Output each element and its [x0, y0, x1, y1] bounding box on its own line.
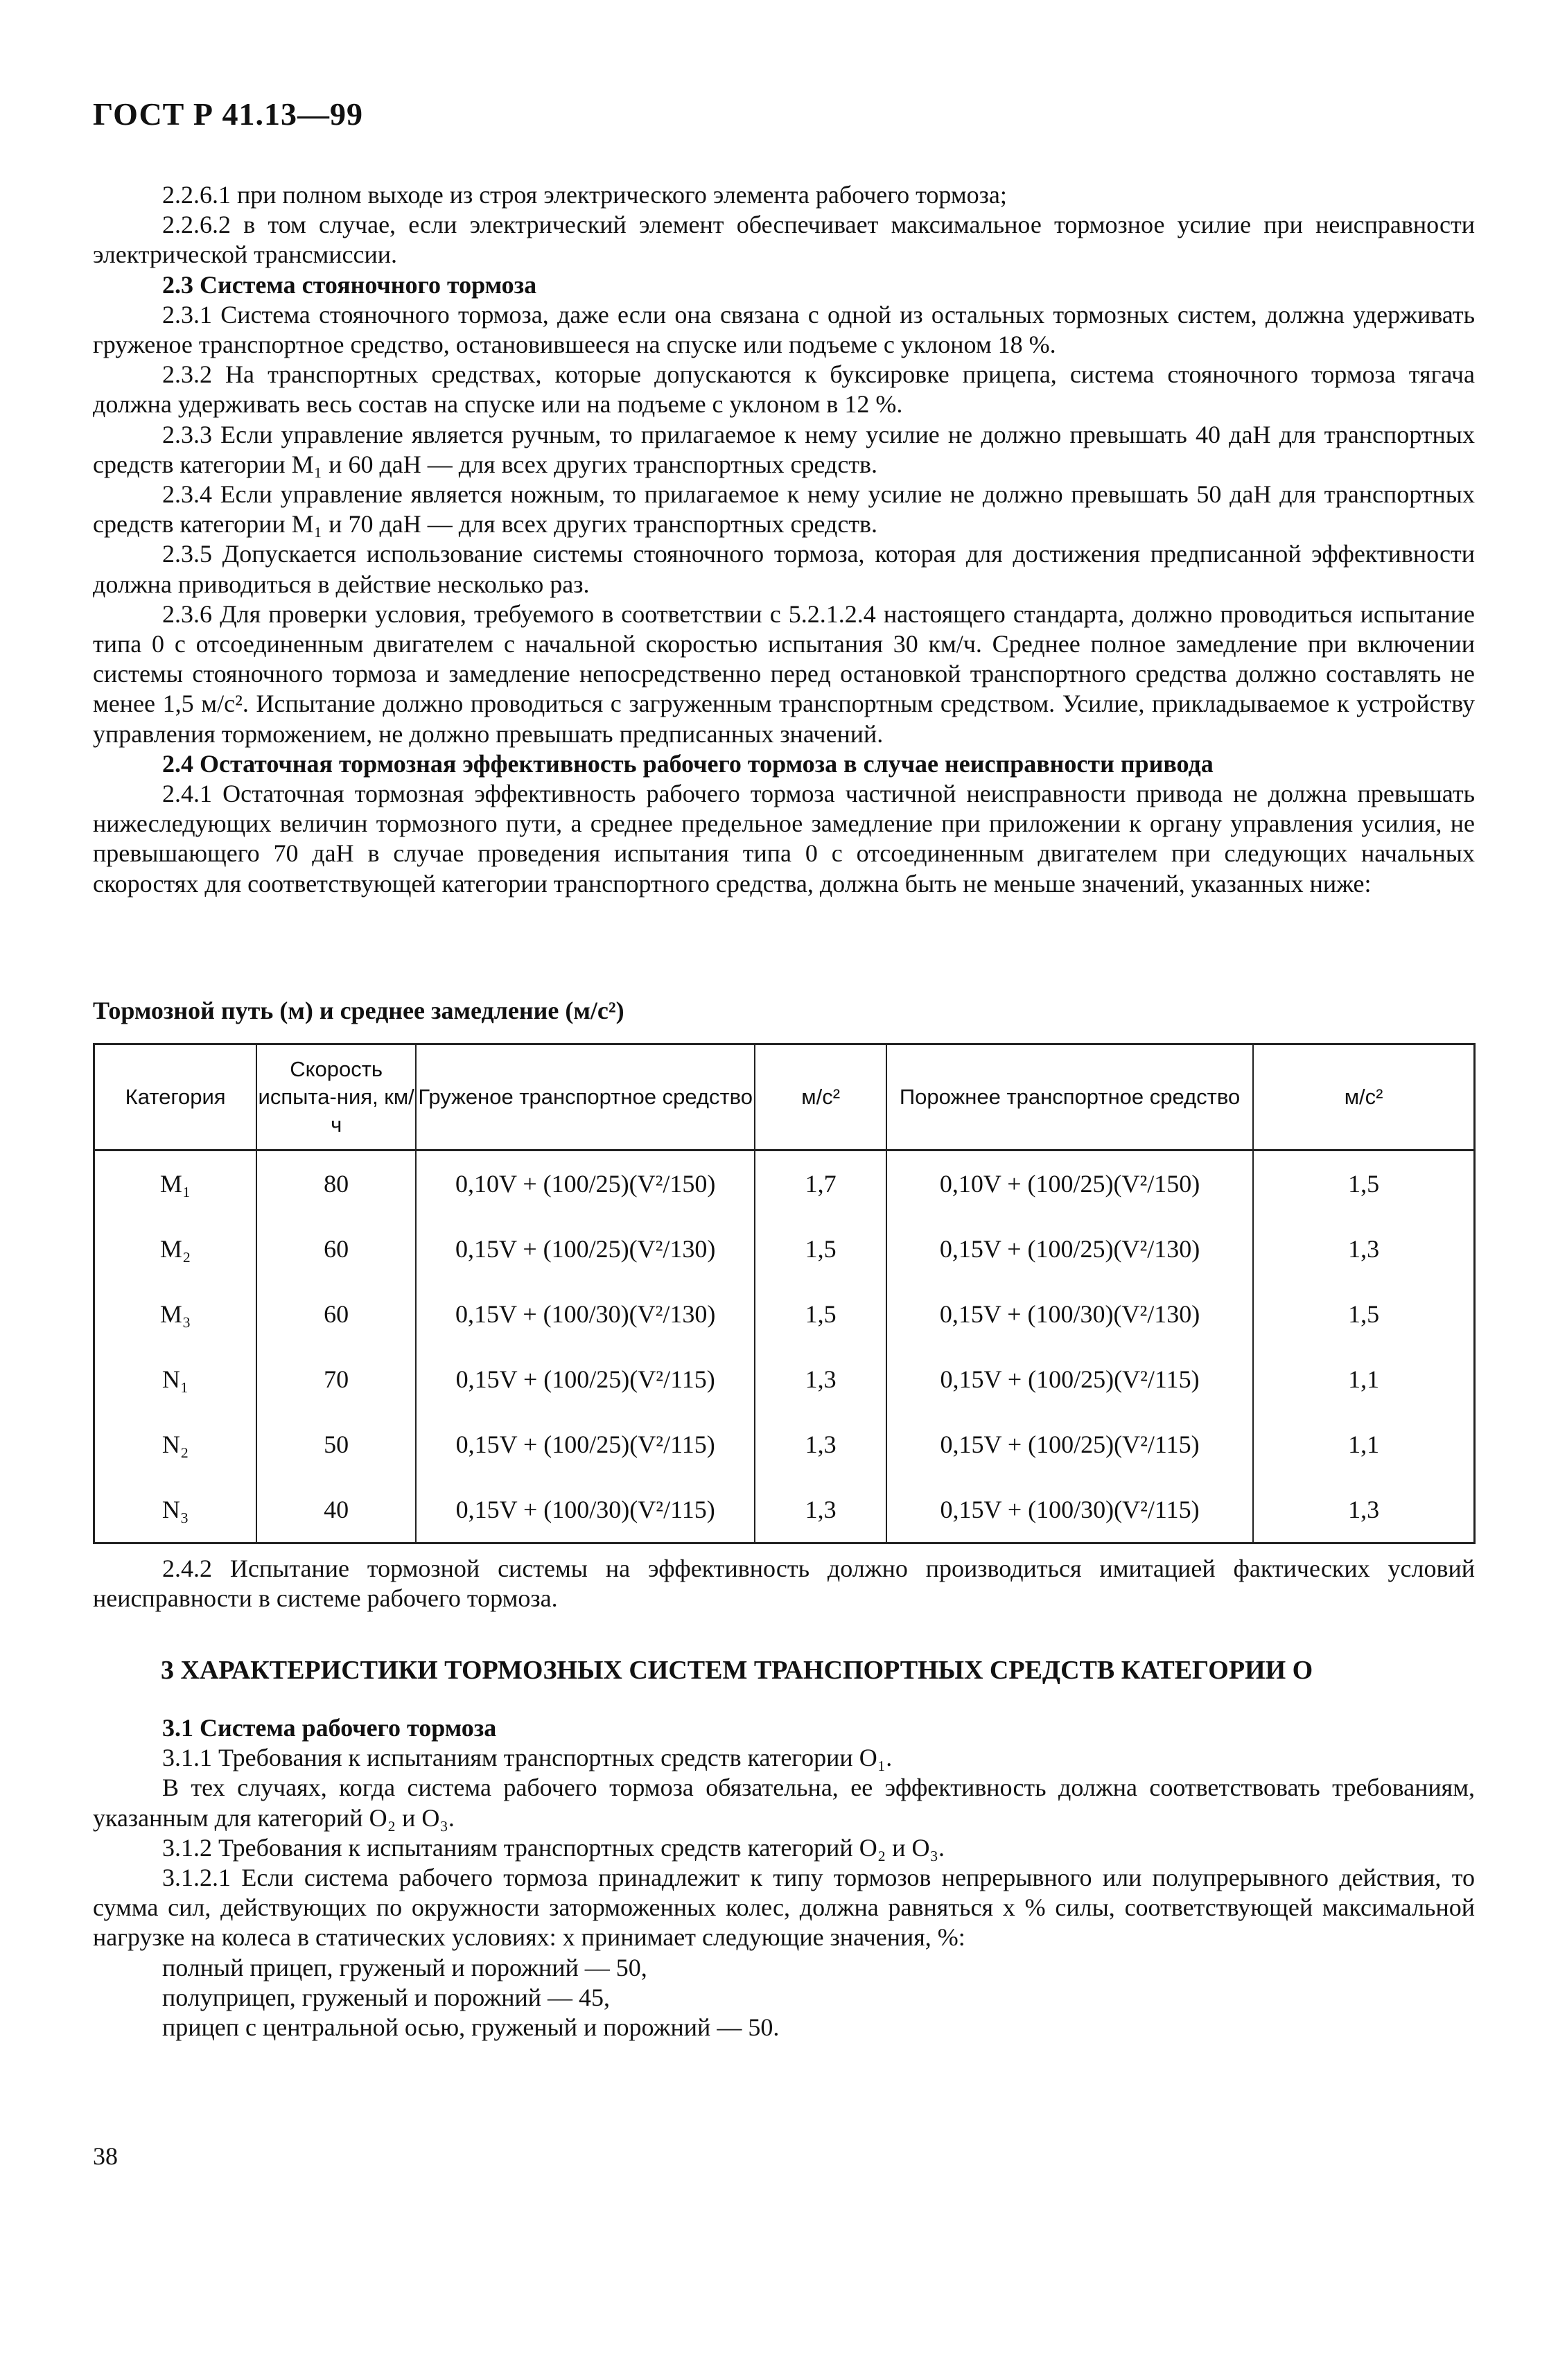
table-cell: 80 — [256, 1150, 416, 1217]
table-cell: M₂ — [94, 1216, 257, 1281]
table-cell: 1,1 — [1253, 1412, 1474, 1477]
paragraph: 3.1.2.1 Если система рабочего тормоза принадлежит к типу тормозов непрерывного или полупрерывного действия, то сумма сил, действующих по окружности заторможенных колес, должна равняться x % силы, соответствующей максимальной нагрузке на колеса в статических условиях: x принимает следующие значения, %: — [93, 1864, 1475, 1952]
header-cell: Груженое транспортное средство — [416, 1044, 755, 1150]
list-item: полуприцеп, груженый и порожний — 45, — [162, 1983, 611, 2011]
table-cell: N₁ — [94, 1347, 257, 1412]
table-cell: 0,15V + (100/25)(V²/115) — [886, 1412, 1253, 1477]
table-cell: 1,3 — [755, 1412, 886, 1477]
header-cell: Категория — [94, 1044, 257, 1150]
body-text-upper — [93, 180, 1475, 899]
table-cell: 0,10V + (100/25)(V²/150) — [416, 1150, 755, 1217]
table-cell: 0,15V + (100/30)(V²/115) — [416, 1477, 755, 1543]
braking-table — [93, 1043, 1476, 1544]
table-cell: 1,3 — [755, 1347, 886, 1412]
table-cell: 0,15V + (100/25)(V²/115) — [416, 1412, 755, 1477]
table-cell: 60 — [256, 1216, 416, 1281]
paragraph: 2.3.2 На транспортных средствах, которые допускаются к буксировке прицепа, система стояночного тормоза тягача должна удерживать весь состав на спуске или на подъеме с уклоном в 12 %. — [93, 360, 1475, 419]
table-cell: 1,3 — [1253, 1477, 1474, 1543]
table-title: Тормозной путь (м) и среднее замедление (м/с²) — [93, 997, 624, 1024]
section-heading: 2.4 Остаточная тормозная эффективность рабочего тормоза в случае неисправности привода — [162, 749, 1214, 778]
page-number: 38 — [93, 2142, 118, 2170]
paragraph: 2.3.4 Если управление является ножным, то прилагаемое к нему усилие не должно превышать 50 даН для транспортных средств категории M₁ и 70 даН — для всех других транспортных средств. — [93, 480, 1475, 539]
table-cell: N₂ — [94, 1412, 257, 1477]
table-row — [94, 1347, 1475, 1412]
section-heading: 3.1 Система рабочего тормоза — [162, 1714, 497, 1742]
paragraph: 2.3.1 Система стояночного тормоза, даже если она связана с одной из остальных тормозных систем, должна удерживать груженое транспортное средство, остановившееся на спуске или подъеме с уклоном 18 %. — [93, 300, 1475, 359]
table-cell: 1,1 — [1253, 1347, 1474, 1412]
table-cell: 1,5 — [1253, 1150, 1474, 1217]
table-cell: 0,15V + (100/25)(V²/130) — [886, 1216, 1253, 1281]
table-cell: 0,15V + (100/25)(V²/115) — [886, 1347, 1253, 1412]
paragraph: 2.4.1 Остаточная тормозная эффективность рабочего тормоза частичной неисправности привода не должна превышать нижеследующих величин тормозного пути, а среднее предельное замедление при приложении к органу управления усилия, не превышающего 70 даН в случае проведения испытания типа 0 с отсоединенным двигателем при следующих начальных скоростях для соответствующей категории транспортного средства, должна быть не меньше значений, указанных ниже: — [93, 780, 1475, 898]
paragraph: 2.3.5 Допускается использование системы стояночного тормоза, которая для достижения предписанной эффективности должна приводиться в действие несколько раз. — [93, 540, 1475, 598]
header-cell: Скорость испыта-ния, км/ч — [256, 1044, 416, 1150]
table-cell: 0,15V + (100/25)(V²/130) — [416, 1216, 755, 1281]
section-3-title: 3 ХАРАКТЕРИСТИКИ ТОРМОЗНЫХ СИСТЕМ ТРАНСПОРТНЫХ СРЕДСТВ КАТЕГОРИИ O — [161, 1656, 1313, 1685]
table-row — [94, 1412, 1475, 1477]
table-cell: 0,15V + (100/30)(V²/130) — [416, 1281, 755, 1347]
table-row — [94, 1281, 1475, 1347]
table-cell: 0,15V + (100/25)(V²/115) — [416, 1347, 755, 1412]
paragraph: 3.1.1 Требования к испытаниям транспортных средств категории O₁. — [162, 1744, 893, 1772]
document-header: ГОСТ Р 41.13—99 — [93, 96, 363, 132]
table-row — [94, 1216, 1475, 1281]
header-cell: м/с² — [755, 1044, 886, 1150]
table-cell: 1,5 — [1253, 1281, 1474, 1347]
table-cell: M₁ — [94, 1150, 257, 1217]
table-cell: 1,5 — [755, 1281, 886, 1347]
header-cell: Порожнее транспортное средство — [886, 1044, 1253, 1150]
paragraph: 2.4.2 Испытание тормозной системы на эффективность должно производиться имитацией фактических условий неисправности в системе рабочего тормоза. — [93, 1555, 1475, 1613]
list-item: прицеп с центральной осью, груженый и порожний — 50. — [162, 2013, 780, 2042]
table-row — [94, 1477, 1475, 1543]
table-cell: N₃ — [94, 1477, 257, 1543]
table-cell: 0,15V + (100/30)(V²/130) — [886, 1281, 1253, 1347]
paragraph: 2.2.6.2 в том случае, если электрический элемент обеспечивает максимальное тормозное усилие при неисправности электрической трансмиссии. — [93, 211, 1475, 269]
table-cell: 70 — [256, 1347, 416, 1412]
table-cell: 1,3 — [1253, 1216, 1474, 1281]
paragraph: 2.3.3 Если управление является ручным, то прилагаемое к нему усилие не должно превышать 40 даН для транспортных средств категории M₁ и 60 даН — для всех других транспортных средств. — [93, 420, 1475, 478]
paragraph: 2.3.6 Для проверки условия, требуемого в соответствии с 5.2.1.2.4 настоящего стандарта, должно проводиться испытание типа 0 с отсоединенным двигателем с начальной скоростью испытания 30 км/ч. Среднее полное замедление при включении системы стояночного тормоза и замедление непосредственно перед остановкой транспортного средства должно составлять не менее 1,5 м/с². Испытание должно проводиться с загруженным транспортным средством. Усилие, прикладываемое к устройству управления торможением, не должно превышать предписанных значений. — [93, 600, 1475, 748]
list-item: полный прицеп, груженый и порожний — 50, — [162, 1953, 647, 1981]
paragraph: 2.2.6.1 при полном выходе из строя электрического элемента рабочего тормоза; — [162, 181, 1007, 209]
paragraph: В тех случаях, когда система рабочего тормоза обязательна, ее эффективность должна соответствовать требованиям, указанным для категорий O₂ и O₃. — [93, 1774, 1475, 1832]
body-text-lower — [93, 1713, 1475, 2042]
header-cell: м/с² — [1253, 1044, 1474, 1150]
table-cell: 40 — [256, 1477, 416, 1543]
table-cell: 1,5 — [755, 1216, 886, 1281]
table-row — [94, 1150, 1475, 1217]
table-cell: 1,3 — [755, 1477, 886, 1543]
table-cell: 50 — [256, 1412, 416, 1477]
table-cell: M₃ — [94, 1281, 257, 1347]
table-cell: 1,7 — [755, 1150, 886, 1217]
paragraph: 3.1.2 Требования к испытаниям транспортных средств категорий O₂ и O₃. — [162, 1833, 945, 1862]
table-header-row — [94, 1044, 1475, 1150]
body-text-after-table — [93, 1554, 1475, 1613]
section-heading: 2.3 Система стояночного тормоза — [162, 270, 537, 299]
table-cell: 0,15V + (100/30)(V²/115) — [886, 1477, 1253, 1543]
table-cell: 0,10V + (100/25)(V²/150) — [886, 1150, 1253, 1217]
table-cell: 60 — [256, 1281, 416, 1347]
